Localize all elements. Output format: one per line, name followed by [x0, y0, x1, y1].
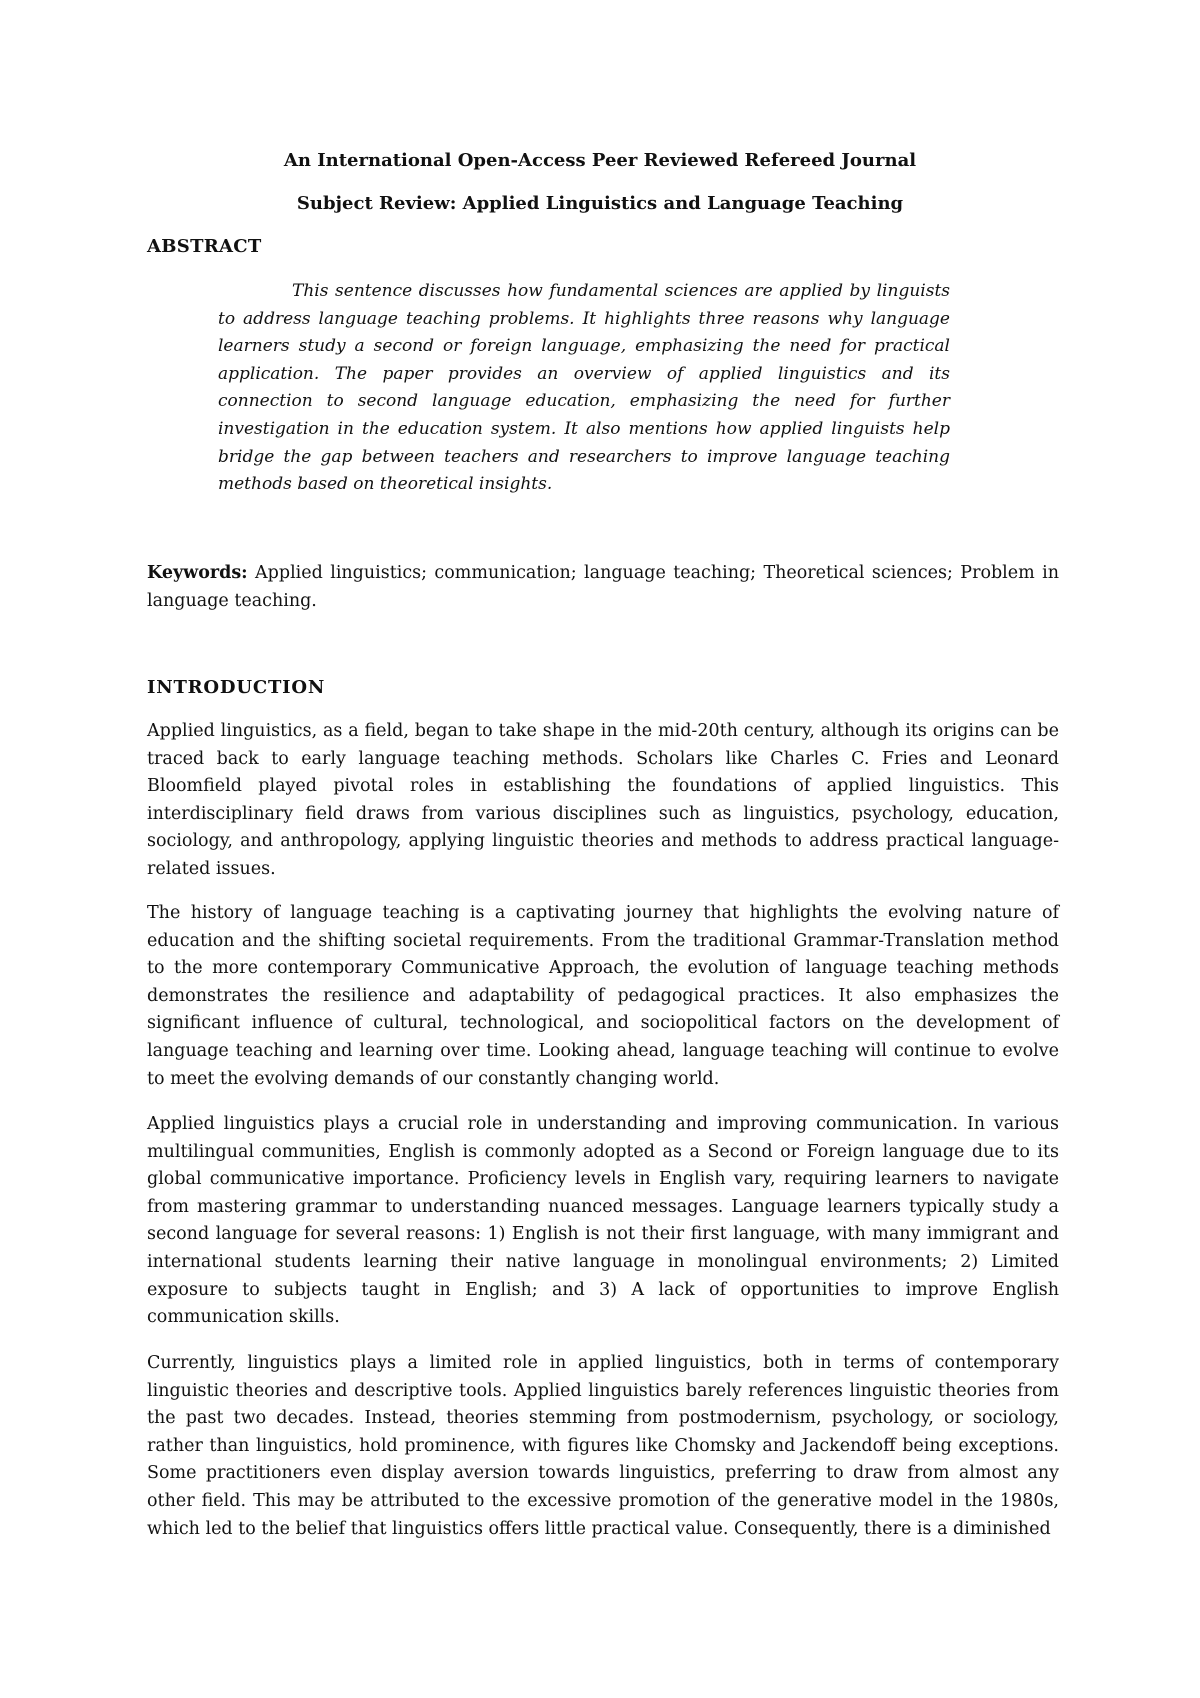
abstract-text: This sentence discusses how fundamental sciences are applied by linguists to address language teaching problems. It highlights three reasons why language learners study a second or foreign language, emphasizing the need for practical application. The paper provides an overview of applied linguistics and its connection to second language education, emphasizing the need for further investigation in the education system. It also mentions how applied linguists help bridge the gap between teachers and researchers to improve language teaching methods based on theoretical insights.	[218, 281, 950, 495]
keywords-text: Applied linguistics; communication; language teaching; Theoretical sciences; Problem in language teaching.	[147, 563, 1059, 611]
keywords-paragraph	[147, 560, 1059, 615]
keywords-label: Keywords:	[147, 563, 248, 583]
introduction-paragraph: Currently, linguistics plays a limited role in applied linguistics, both in terms of contemporary linguistic theories and descriptive tools. Applied linguistics barely references linguistic theories from the past two decades. Instead, theories stemming from postmodernism, psychology, or sociology, rather than linguistics, hold prominence, with figures like Chomsky and Jackendoff being exceptions. Some practitioners even display aversion towards linguistics, preferring to draw from almost any other field. This may be attributed to the excessive promotion of the generative model in the 1980s, which led to the belief that linguistics offers little practical value. Consequently, there is a diminished	[147, 1353, 1059, 1539]
introduction-heading: INTRODUCTION	[147, 677, 326, 698]
abstract-heading: ABSTRACT	[147, 236, 262, 257]
introduction-paragraph: The history of language teaching is a captivating journey that highlights the evolving nature of education and the shifting societal requirements. From the traditional Grammar-Translation method to the more contemporary Communicative Approach, the evolution of language teaching methods demonstrates the resilience and adaptability of pedagogical practices. It also emphasizes the significant influence of cultural, technological, and sociopolitical factors on the development of language teaching and learning over time. Looking ahead, language teaching will continue to evolve to meet the evolving demands of our constantly changing world.	[147, 903, 1059, 1089]
introduction-paragraph: Applied linguistics plays a crucial role in understanding and improving communication. In various multilingual communities, English is commonly adopted as a Second or Foreign language due to its global communicative importance. Proficiency levels in English vary, requiring learners to navigate from mastering grammar to understanding nuanced messages. Language learners typically study a second language for several reasons: 1) English is not their first language, with many immigrant and international students learning their native language in monolingual environments; 2) Limited exposure to subjects taught in English; and 3) A lack of opportunities to improve English communication skills.	[147, 1114, 1059, 1328]
paper-title: Subject Review: Applied Linguistics and Language Teaching	[296, 193, 904, 214]
journal-title: An International Open-Access Peer Reviewed Refereed Journal	[283, 150, 917, 171]
introduction-paragraph: Applied linguistics, as a field, began to take shape in the mid-20th century, although its origins can be traced back to early language teaching methods. Scholars like Charles C. Fries and Leonard Bloomfield played pivotal roles in establishing the foundations of applied linguistics. This interdisciplinary field draws from various disciplines such as linguistics, psychology, education, sociology, and anthropology, applying linguistic theories and methods to address practical language-related issues.	[147, 721, 1059, 879]
